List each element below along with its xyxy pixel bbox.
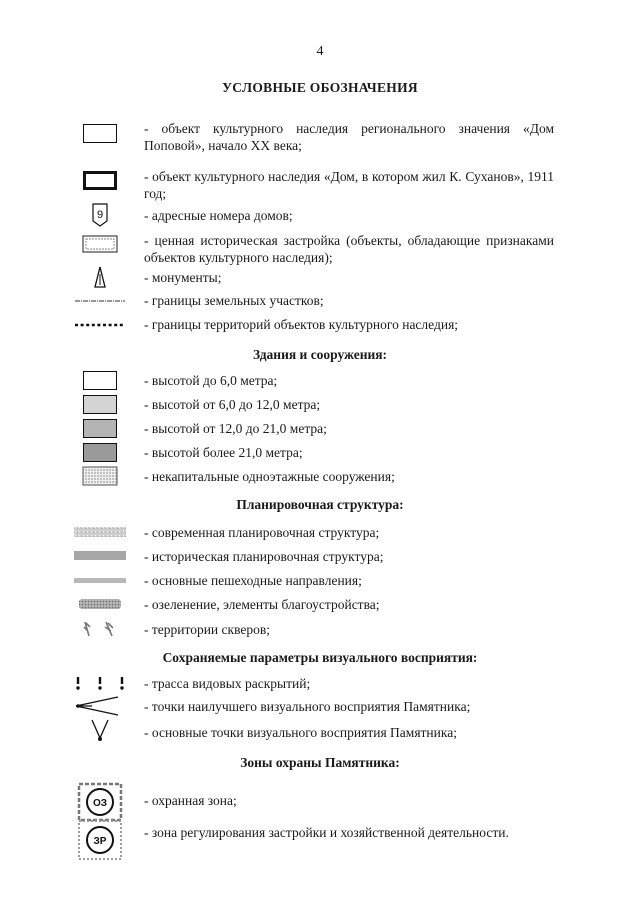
monument-icon [74, 266, 126, 290]
legend-item [0, 289, 640, 313]
modern-planning-icon [74, 520, 126, 544]
legend-item [0, 440, 640, 464]
legend-item [0, 416, 640, 440]
legend-text: - территории скверов; [144, 622, 270, 637]
legend-item [0, 592, 640, 616]
legend-text: - современная планировочная структура; [144, 525, 380, 540]
zone-label-oz: ОЗ [92, 798, 108, 809]
zone-label-zr: ЗР [93, 836, 107, 847]
temporary-structure-icon [74, 464, 126, 488]
house-number-icon [74, 203, 126, 227]
legend-item [0, 232, 640, 265]
protection-zone-icon [74, 782, 126, 822]
height-over-21m-icon [74, 440, 126, 464]
legend-item [0, 719, 640, 743]
house-number-label: 9 [96, 209, 104, 221]
legend-text: - объект культурного наследия «Дом, в котором жил К. Суханов», 1911 год; [144, 169, 554, 201]
legend-text: - озеленение, элементы благоустройства; [144, 597, 380, 612]
legend-text: - историческая планировочная структура; [144, 549, 384, 564]
legend-text: - точки наилучшего визуального восприятия Памятника; [144, 699, 471, 714]
legend-item [0, 266, 640, 290]
best-viewpoint-icon [74, 694, 126, 718]
legend-text: - объект культурного наследия регионального значения «Дом Поповой», начало XX века; [144, 121, 554, 153]
regulation-zone-icon [74, 818, 126, 862]
legend-item [0, 569, 640, 593]
section-heading-zones: Зоны охраны Памятника: [240, 755, 400, 770]
legend-item [0, 464, 640, 488]
view-corridor-icon [74, 671, 126, 695]
pedestrian-direction-icon [74, 569, 126, 593]
legend-item [0, 544, 640, 568]
legend-text: - охранная зона; [144, 793, 237, 808]
legend-item [0, 121, 640, 153]
regional-heritage-object-icon [74, 121, 126, 145]
square-territory-icon [74, 617, 126, 641]
legend-text: - высотой от 6,0 до 12,0 метра; [144, 397, 321, 412]
heritage-territory-boundary-icon [74, 313, 126, 337]
legend-item [0, 313, 640, 337]
legend-text: - высотой более 21,0 метра; [144, 445, 303, 460]
legend-text: - основные пешеходные направления; [144, 573, 362, 588]
section-heading-planning: Планировочная структура: [236, 497, 404, 512]
legend-text: - адресные номера домов; [144, 208, 293, 223]
legend-text: - высотой до 6,0 метра; [144, 373, 278, 388]
legend-item [0, 203, 640, 227]
height-12-21m-icon [74, 416, 126, 440]
legend-item [0, 694, 640, 718]
legend-item [0, 392, 640, 416]
section-heading-visual: Сохраняемые параметры визуального восприятия: [162, 650, 478, 665]
legend-text: - границы земельных участков; [144, 293, 324, 308]
land-plot-boundary-icon [74, 289, 126, 313]
heritage-object-bold-icon [74, 168, 126, 192]
legend-text: - основные точки визуального восприятия Памятника; [144, 725, 457, 740]
legend-text: - высотой от 12,0 до 21,0 метра; [144, 421, 327, 436]
legend-item [0, 520, 640, 544]
legend-text: - зона регулирования застройки и хозяйственной деятельности. [144, 825, 509, 840]
legend-item [0, 617, 640, 641]
legend-item [0, 818, 640, 862]
legend-text: - некапитальные одноэтажные сооружения; [144, 469, 395, 484]
legend-text: - границы территорий объектов культурного наследия; [144, 317, 459, 332]
greenery-icon [74, 592, 126, 616]
legend-text: - ценная историческая застройка (объекты, обладающие признаками объектов культурного наследия); [144, 233, 554, 265]
height-6-12m-icon [74, 392, 126, 416]
page-title: УСЛОВНЫЕ ОБОЗНАЧЕНИЯ [222, 80, 418, 95]
height-under-6m-icon [74, 368, 126, 392]
legend-text: - монументы; [144, 270, 222, 285]
historic-planning-icon [74, 544, 126, 568]
legend-item [0, 782, 640, 822]
section-heading-buildings: Здания и сооружения: [252, 347, 388, 362]
legend-item [0, 671, 640, 695]
legend-item [0, 368, 640, 392]
valuable-historic-building-icon [74, 232, 126, 256]
main-viewpoint-icon [74, 719, 126, 743]
legend-text: - трасса видовых раскрытий; [144, 676, 311, 691]
page-number: 4 [316, 44, 324, 59]
legend-item [0, 168, 640, 201]
